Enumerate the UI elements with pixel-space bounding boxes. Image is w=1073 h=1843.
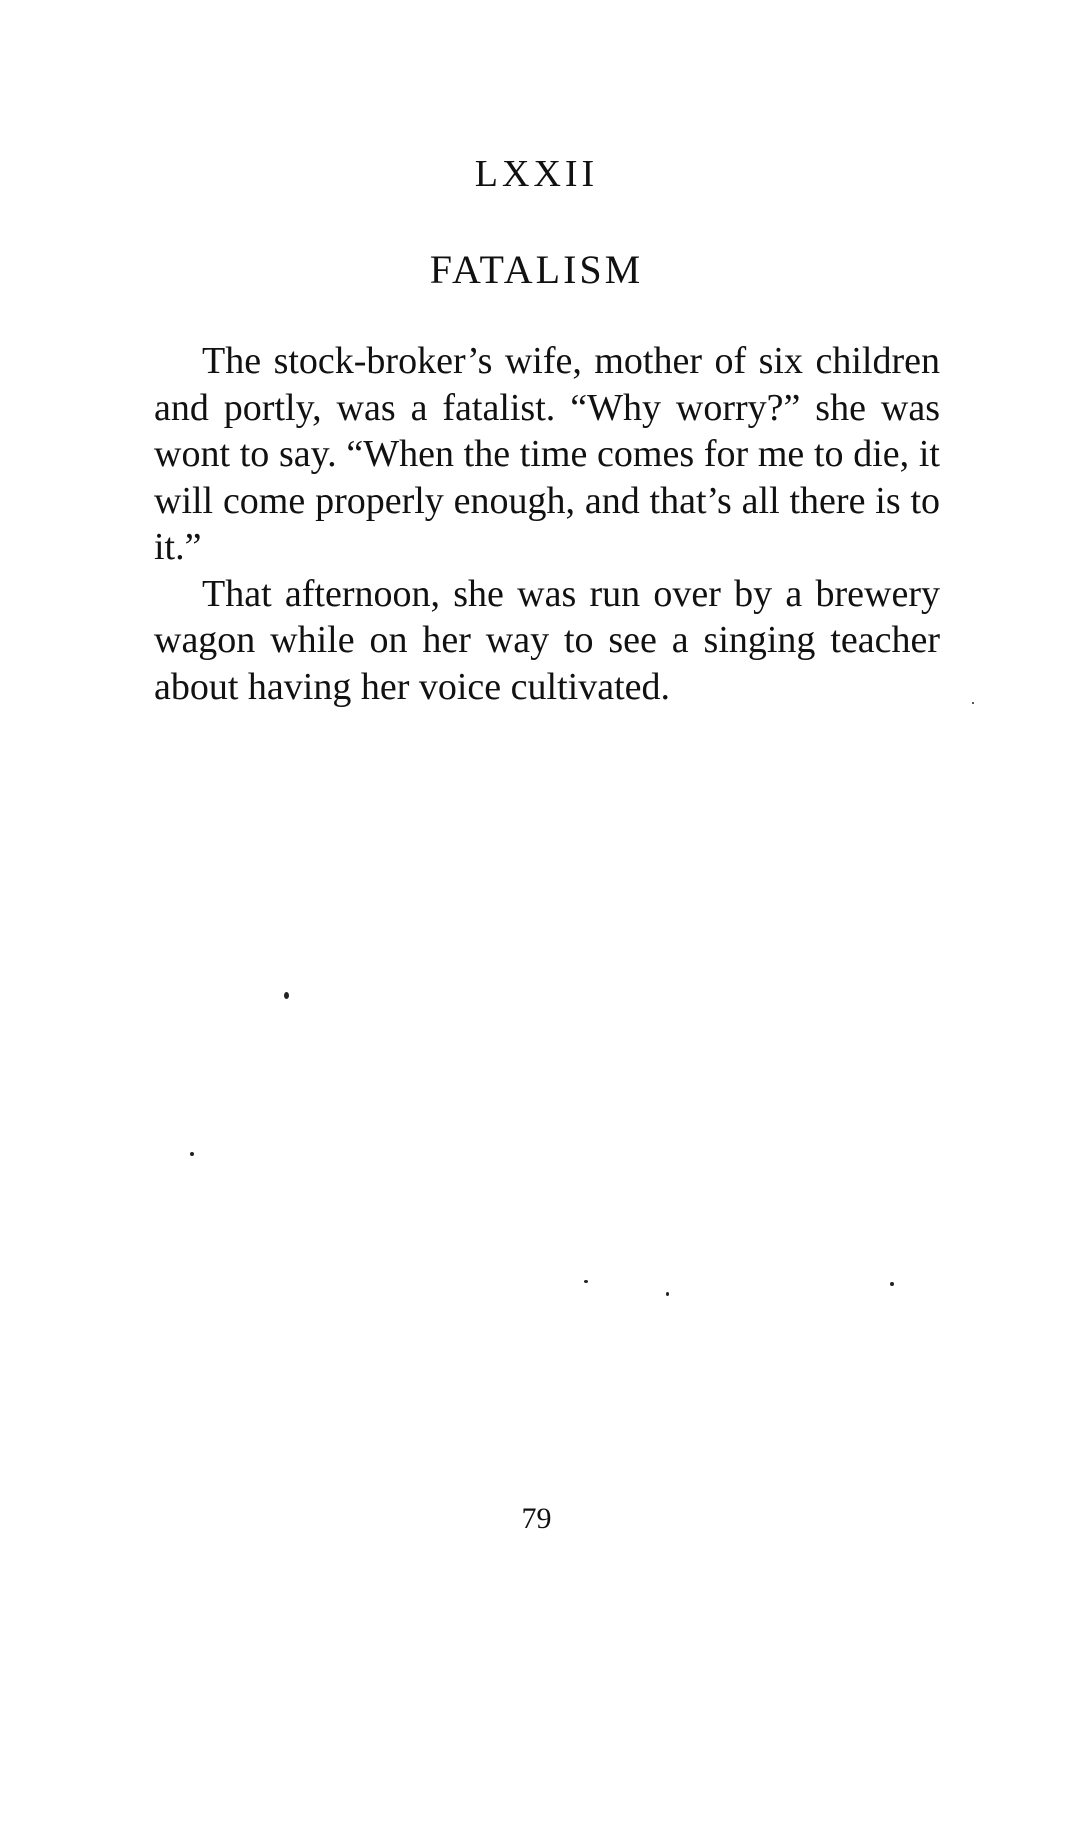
scan-speck	[972, 702, 974, 704]
scan-speck	[584, 1280, 588, 1283]
body-text	[154, 338, 940, 710]
scan-speck	[190, 1152, 194, 1156]
paragraph-2: That afternoon, she was run over by a brewery wagon while on her way to see a singing teacher about having her voice cultivated.	[154, 572, 940, 708]
page-number: 79	[521, 1502, 552, 1535]
scan-speck	[666, 1292, 669, 1296]
chapter-number: LXXII	[474, 153, 599, 195]
scan-speck	[284, 992, 289, 999]
scan-speck	[890, 1282, 894, 1286]
chapter-title: FATALISM	[429, 247, 644, 292]
paragraph-1: The stock-broker’s wife, mother of six children and portly, was a fatalist. “Why worry?” she was wont to say. “When the time comes for me to die, it will come properly enough, and that’s all there is to it.”	[154, 340, 940, 568]
